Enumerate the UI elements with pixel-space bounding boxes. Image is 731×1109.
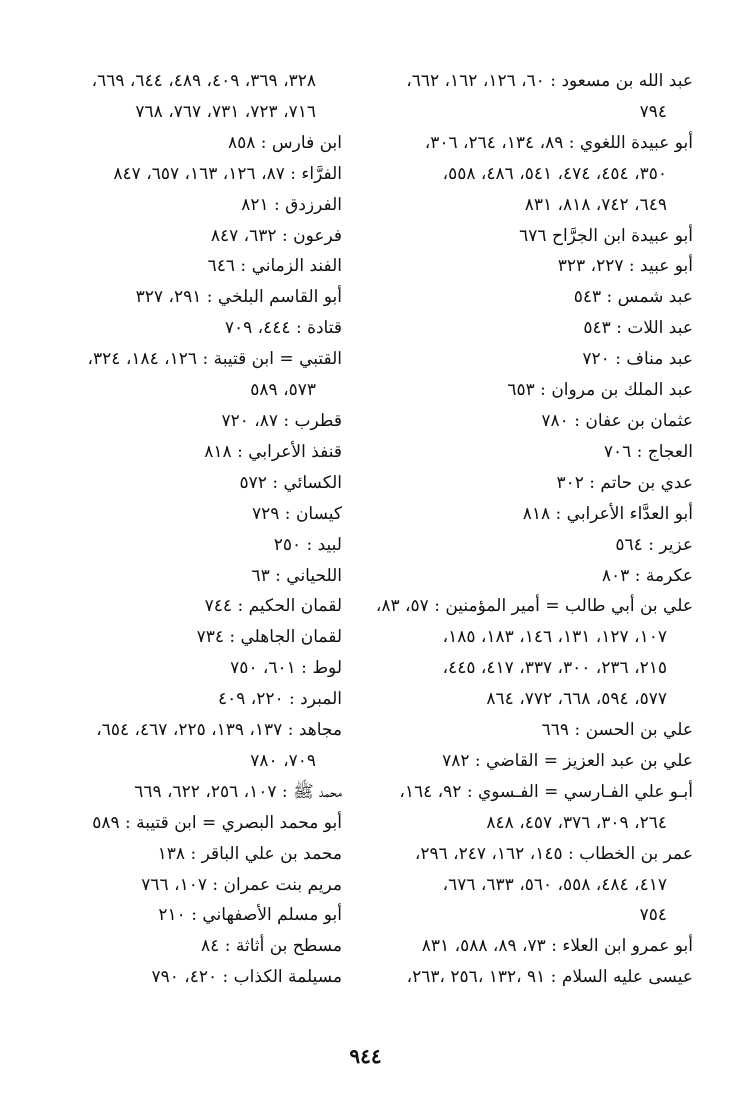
index-entry-line: أبو مسلم الأصفهاني : ٢١٠: [158, 905, 342, 926]
index-entry-line: فرعون : ٦٣٢، ٨٤٧: [210, 225, 342, 246]
index-entry: [24, 777, 342, 808]
index-entry: [375, 282, 693, 313]
index-entry-line: لقمان الجاهلي : ٧٣٤: [196, 627, 342, 648]
index-entry: [375, 530, 693, 561]
index-entry: [24, 499, 342, 530]
index-entry: [24, 715, 342, 777]
index-entry-line: ابن فارس : ٨٥٨: [227, 132, 342, 153]
index-entry-continuation: ٤١٧، ٤٨٤، ٥٥٨، ٥٦٠، ٦٣٣، ٦٧٦،: [442, 874, 667, 895]
index-entry: [24, 128, 342, 159]
index-entry-line: الفرَّاء : ٨٧، ١٢٦، ١٦٣، ٦٥٧، ٨٤٧: [113, 163, 342, 184]
index-entry: [375, 591, 693, 715]
index-entry-line: عزير : ٥٦٤: [615, 534, 693, 555]
index-entry-line: ٣٢٨، ٣٦٩، ٤٠٩، ٤٨٩، ٦٤٤، ٦٦٩،: [91, 71, 316, 91]
index-entry: [24, 190, 342, 221]
index-column-right: [375, 66, 693, 993]
index-entry-continuation: ٥٧٣، ٥٨٩: [250, 380, 316, 401]
index-entry-continuation: ٢٦٤، ٣٠٩، ٣٧٦، ٤٥٧، ٨٤٨: [486, 812, 667, 833]
index-entry-continuation: ٧٥٤: [639, 905, 667, 926]
index-entry: [375, 777, 693, 839]
index-entry: [24, 870, 342, 901]
index-entry: [375, 962, 693, 993]
index-entry: [24, 251, 342, 282]
index-entry-line: مجاهد : ١٣٧، ١٣٩، ٢٢٥، ٤٦٧، ٦٥٤،: [96, 720, 342, 741]
index-entry: [375, 251, 693, 282]
index-entry-line: أبـو علي الفـارسي = الفـسوي : ٩٢، ١٦٤،: [399, 781, 693, 802]
page-number: ٩٤٤: [349, 1044, 382, 1068]
index-entry-line: الفند الزماني : ٦٤٦: [207, 256, 342, 277]
index-entry-continuation: ٣٥٠، ٤٥٤، ٤٧٤، ٥٤١، ٤٨٦، ٥٥٨،: [442, 163, 667, 184]
index-entry: [375, 375, 693, 406]
index-entry: [24, 406, 342, 437]
index-entry-continuation: ٧٩٤: [639, 101, 667, 122]
index-entry-line: المبرد : ٢٢٠، ٤٠٩: [217, 689, 342, 710]
index-entry-continuation: ٧٠٩، ٧٨٠: [250, 750, 316, 771]
index-entry: [375, 437, 693, 468]
index-entry: [375, 221, 693, 252]
index-entry-line: قتادة : ٤٤٤، ٧٠٩: [224, 318, 342, 339]
index-entry-continuation: ٥٧٧، ٥٩٤، ٦٦٨، ٧٧٢، ٨٦٤: [486, 689, 667, 710]
index-entry-line: أبو العدَّاء الأعرابي : ٨١٨: [522, 503, 693, 524]
index-column-left: [24, 66, 342, 993]
index-entry-line: عيسى عليه السلام : ٩١ ،١٣٢ ،٢٥٦ ،٢٦٣،: [406, 967, 693, 988]
index-entry: [24, 468, 342, 499]
index-entry-line: عبد اللات : ٥٤٣: [583, 318, 693, 339]
index-entry: [375, 746, 693, 777]
index-entry-line: علي بن عبد العزيز = القاضي : ٧٨٢: [442, 750, 693, 771]
index-entry-line: عكرمة : ٨٠٣: [601, 565, 693, 586]
index-entry-line: أبو عبيد : ٢٢٧، ٣٢٣: [557, 256, 693, 277]
index-entry: [375, 66, 693, 128]
index-entry-continuation: ٦٤٩، ٧٤٢، ٨١٨، ٨٣١: [524, 194, 667, 215]
index-entry-line: لوط : ٦٠١، ٧٥٠: [230, 658, 342, 679]
index-entry-continuation: ١٠٧، ١٢٧، ١٣١، ١٤٦، ١٨٣، ١٨٥،: [442, 627, 667, 648]
index-entry-line: مريم بنت عمران : ١٠٧، ٧٦٦: [141, 874, 342, 895]
index-entry-line: أبو محمد البصري = ابن قتيبة : ٥٨٩: [92, 812, 342, 833]
index-entry: [375, 468, 693, 499]
index-entry-line: العجاج : ٧٠٦: [603, 441, 693, 462]
index-entry-line: عبد الله بن مسعود : ٦٠، ١٢٦، ١٦٢، ٦٦٢،: [406, 71, 693, 91]
index-entry: [24, 313, 342, 344]
index-entry: [375, 406, 693, 437]
index-entry: [24, 962, 342, 993]
index-entry: [375, 931, 693, 962]
index-entry: [24, 159, 342, 190]
index-entry-line: الفرزدق : ٨٢١: [241, 194, 342, 215]
index-entry: [24, 282, 342, 313]
index-entry-line: عدي بن حاتم : ٣٠٢: [556, 472, 693, 493]
index-entry: [24, 684, 342, 715]
index-entry: [24, 900, 342, 931]
index-entry-line: عثمان بن عفان : ٧٨٠: [541, 410, 693, 431]
index-entry: [375, 839, 693, 932]
index-entry: [24, 221, 342, 252]
index-entry-line: قنفذ الأعرابي : ٨١٨: [204, 441, 342, 462]
index-entry-line: علي بن الحسن : ٦٦٩: [541, 720, 693, 741]
index-entry-line: محمد ﷺ : ١٠٧، ٢٥٦، ٦٢٢، ٦٦٩: [134, 781, 342, 802]
index-entry: [24, 437, 342, 468]
index-entry-line: محمد بن علي الباقر : ١٣٨: [157, 843, 342, 864]
index-entry-line: عبد الملك بن مروان : ٦٥٣: [507, 380, 693, 401]
index-entry: [375, 715, 693, 746]
index-entry: [375, 561, 693, 592]
index-entry-line: مسطح بن أثاثة : ٨٤: [201, 936, 342, 957]
index-entry-line: لقمان الحكيم : ٧٤٤: [204, 596, 342, 617]
index-entry: [24, 931, 342, 962]
index-entry-line: أبو عبيدة ابن الجرَّاح ٦٧٦: [519, 225, 693, 246]
index-entry: [24, 808, 342, 839]
index-entry: [24, 66, 342, 128]
index-entry-continuation: ٧١٦، ٧٢٣، ٧٣١، ٧٦٧، ٧٦٨: [135, 101, 316, 122]
index-entry-line: عبد شمس : ٥٤٣: [573, 287, 693, 308]
index-entry-line: علي بن أبي طالب = أمير المؤمنين : ٥٧، ٨٣،: [375, 596, 693, 617]
index-entry: [24, 653, 342, 684]
index-entry: [24, 561, 342, 592]
index-entry-line: مسيلمة الكذاب : ٤٢٠، ٧٩٠: [151, 967, 342, 988]
index-entry-line: عمر بن الخطاب : ١٤٥، ١٦٢، ٢٤٧، ٢٩٦،: [414, 843, 693, 864]
index-entry: [24, 839, 342, 870]
index-entry-line: أبو عبيدة اللغوي : ٨٩، ١٣٤، ٢٦٤، ٣٠٦،: [424, 132, 693, 153]
index-entry-line: لبيد : ٢٥٠: [273, 534, 342, 555]
index-entry: [24, 344, 342, 406]
index-entry-line: قطرب : ٨٧، ٧٢٠: [221, 410, 342, 431]
index-entry: [24, 622, 342, 653]
index-entry: [375, 499, 693, 530]
index-entry: [375, 344, 693, 375]
index-entry-continuation: ٢١٥، ٢٣٦، ٣٠٠، ٣٣٧، ٤١٧، ٤٤٥،: [442, 658, 667, 679]
index-entry-line: عبد مناف : ٧٢٠: [582, 349, 693, 370]
index-entry: [24, 530, 342, 561]
index-entry-line: الكسائي : ٥٧٢: [239, 472, 342, 493]
index-entry: [24, 591, 342, 622]
index-entry-line: كيسان : ٧٢٩: [252, 503, 342, 524]
index-entry-line: أبو عمرو ابن العلاء : ٧٣، ٨٩، ٥٨٨، ٨٣١: [421, 936, 693, 957]
index-entry: [375, 128, 693, 221]
index-entry-line: القتبي = ابن قتيبة : ١٢٦، ١٨٤، ٣٢٤،: [87, 349, 342, 370]
index-entry: [375, 313, 693, 344]
index-entry-line: أبو القاسم البلخي : ٢٩١، ٣٢٧: [135, 287, 342, 308]
index-entry-line: اللحياني : ٦٣: [251, 565, 342, 586]
